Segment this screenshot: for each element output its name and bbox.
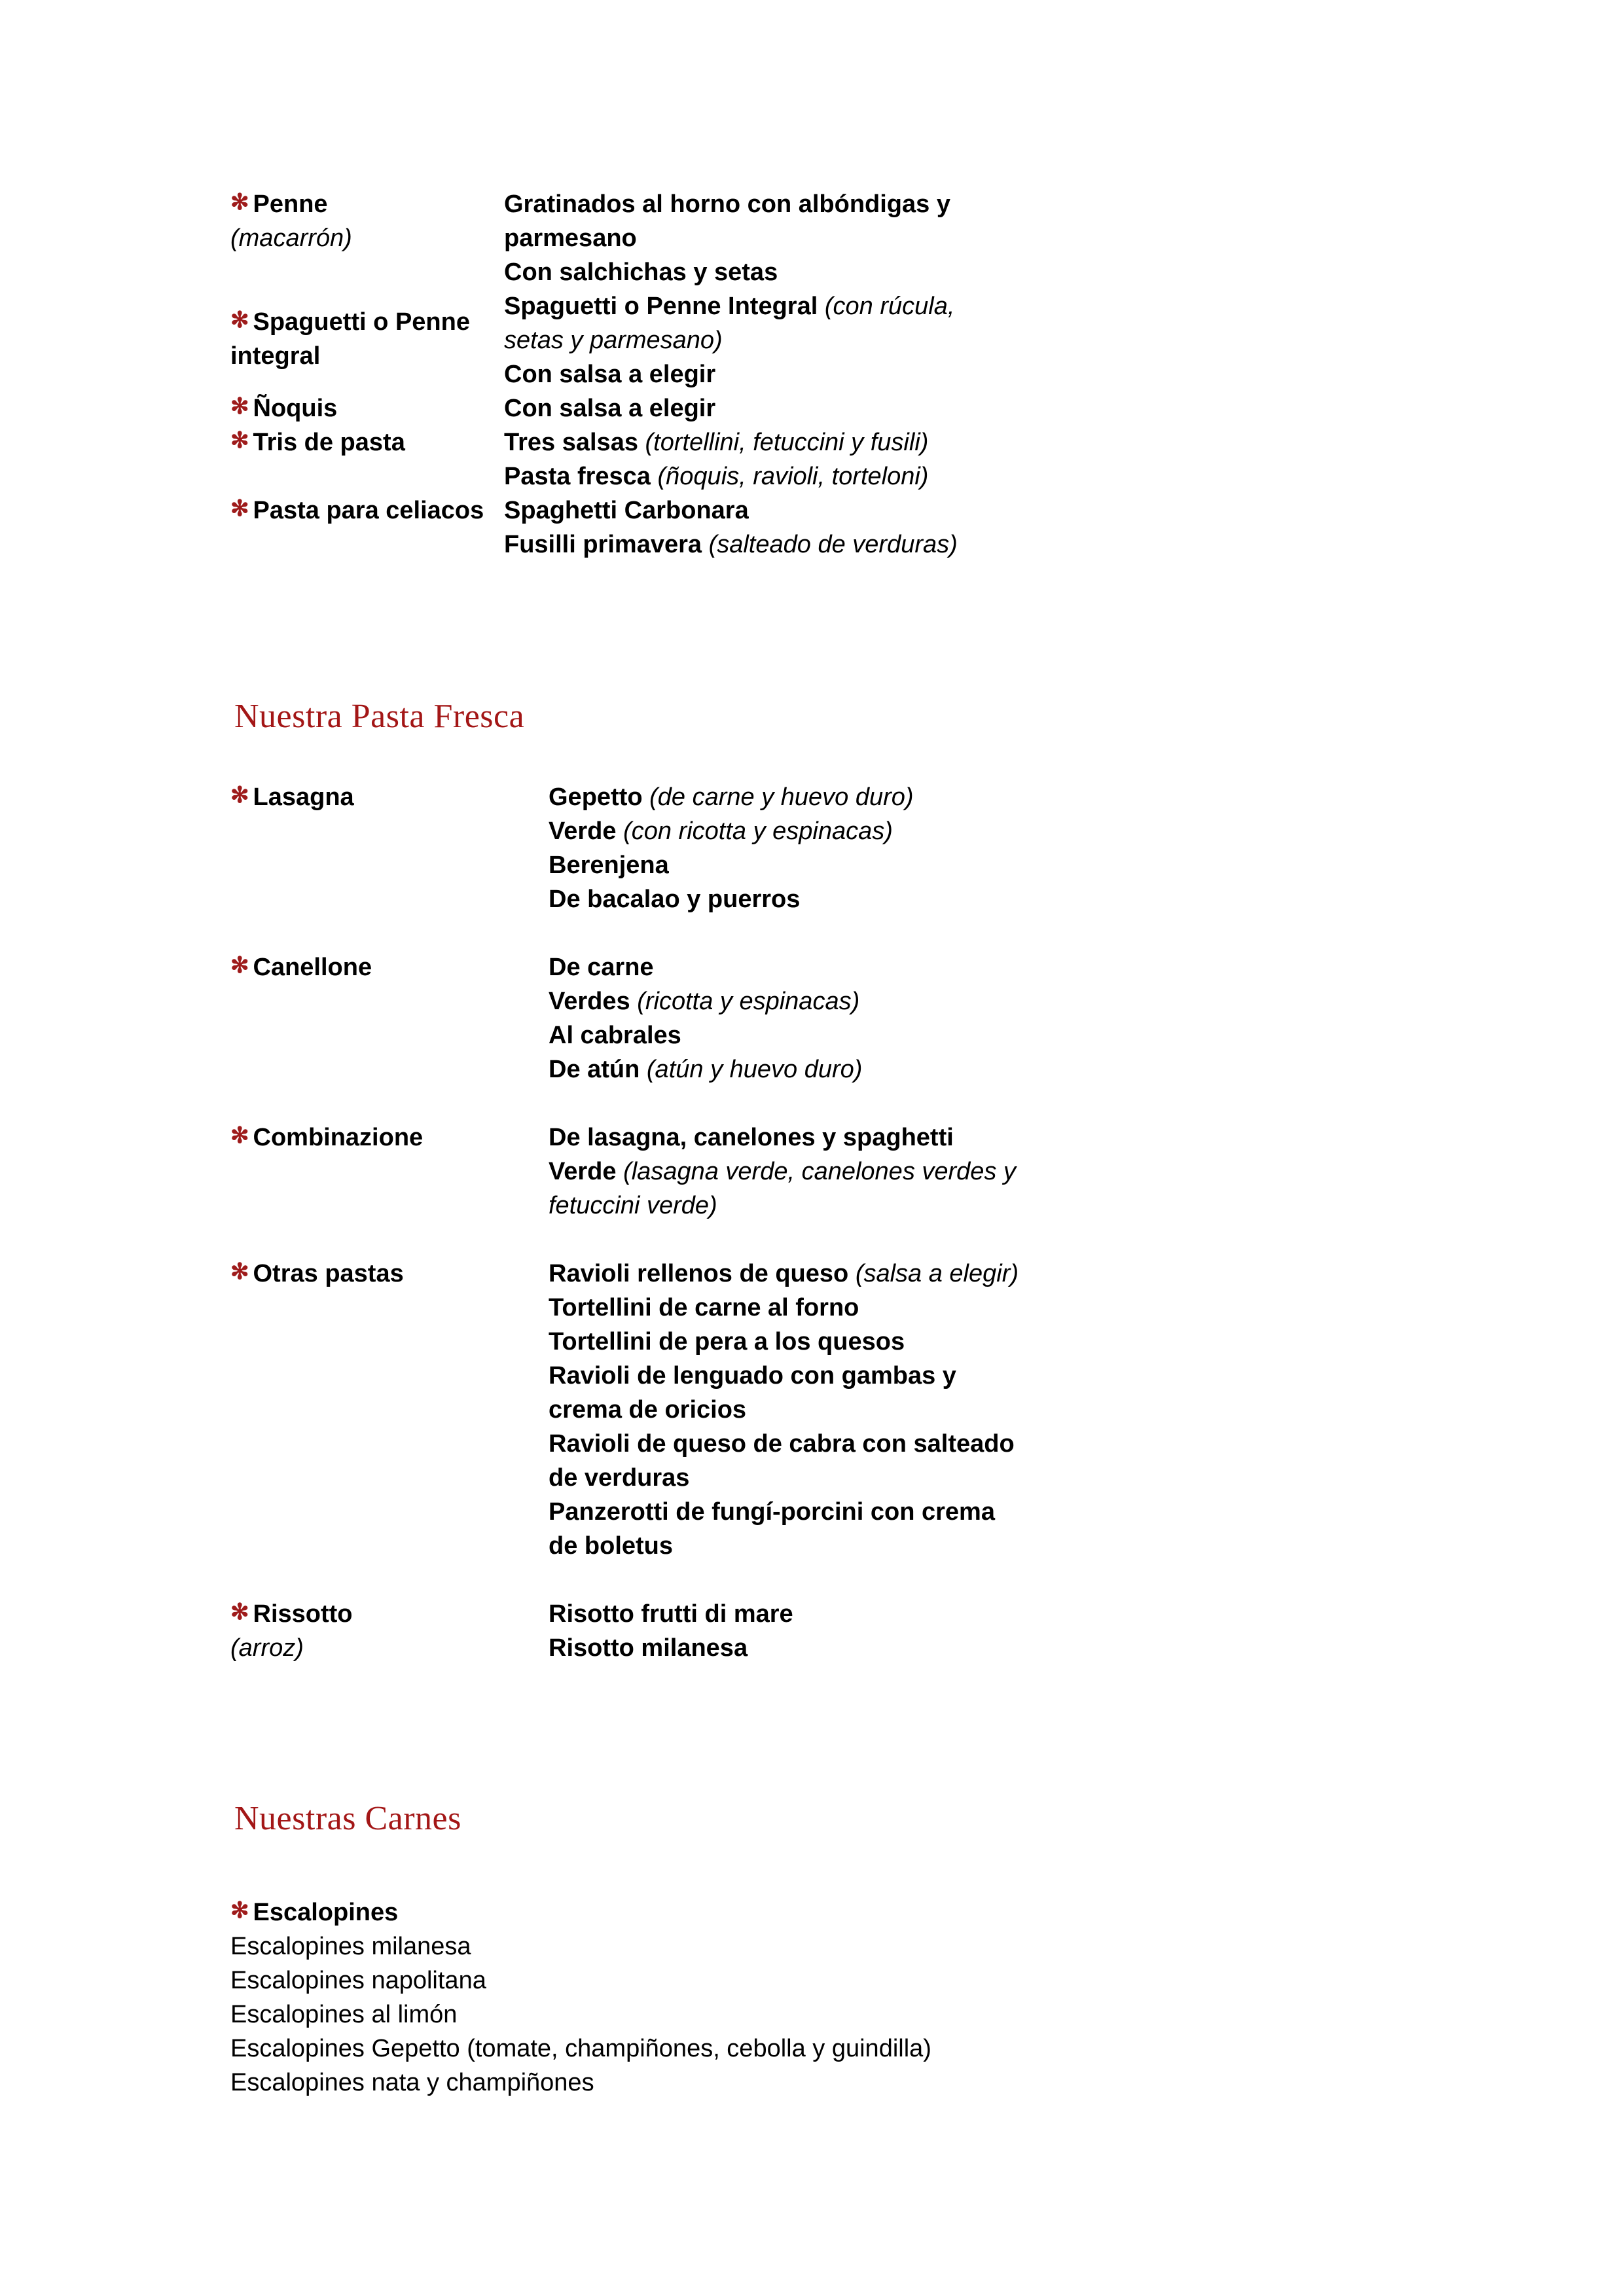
asterisk-bullet-icon: ✻: [230, 307, 249, 332]
desc-line: Tortellini de carne al forno: [549, 1294, 859, 1321]
menu-row: [230, 1257, 1199, 1563]
menu-item-name: ✻ Combinazione: [230, 1122, 424, 1151]
menu-row: [230, 1597, 1199, 1665]
spacer: [230, 916, 1199, 950]
menu-row: [230, 1121, 1199, 1223]
menu-row: [230, 780, 1199, 916]
desc-line: Fusilli primavera (salteado de verduras): [504, 531, 958, 558]
menu-item-name: ✻ Rissotto (arroz): [230, 1599, 353, 1662]
menu-row: [230, 289, 1199, 391]
spacer: [230, 1223, 1199, 1257]
list-item: Escalopines al limón: [230, 2001, 458, 2028]
desc-line: Verdes (ricotta y espinacas): [549, 988, 860, 1015]
spacer: [230, 1086, 1199, 1121]
desc-line: Verde (lasagna verde, canelones verdes y: [549, 1158, 1016, 1185]
menu-item-description: [504, 391, 1199, 425]
desc-line: De bacalao y puerros: [549, 886, 801, 913]
desc-line: Al cabrales: [549, 1022, 681, 1049]
asterisk-bullet-icon: ✻: [230, 189, 249, 215]
desc-line: Pasta fresca (ñoquis, ravioli, torteloni): [504, 463, 929, 490]
menu-row: [230, 493, 1199, 562]
list-item: Escalopines napolitana: [230, 1967, 486, 1994]
menu-item-description: [504, 289, 1199, 391]
menu-item-name: ✻ Ñoquis: [230, 393, 338, 422]
menu-item-description: [549, 780, 1199, 916]
desc-line: Tres salsas (tortellini, fetuccini y fusili): [504, 429, 929, 456]
menu-row: [230, 391, 1199, 425]
menu-item-description: [549, 1597, 1199, 1665]
menu-item-name: ✻ Otras pastas: [230, 1259, 404, 1287]
menu-item-name: ✻ Pasta para celiacos: [230, 495, 484, 524]
desc-line: Gepetto (de carne y huevo duro): [549, 783, 914, 811]
desc-line: Ravioli de queso de cabra con salteado: [549, 1430, 1015, 1458]
desc-line: de boletus: [549, 1532, 674, 1560]
pasta-fresca-section: [230, 780, 1199, 1665]
desc-line: Con salsa a elegir: [504, 395, 716, 422]
section-heading-pasta-fresca: Nuestra Pasta Fresca: [234, 698, 525, 735]
carnes-subheading: Escalopines: [253, 1899, 399, 1926]
menu-item-description: [549, 950, 1199, 1086]
pasta-section: [230, 187, 1199, 562]
desc-line: De lasagna, canelones y spaghetti: [549, 1124, 954, 1151]
menu-item-name: ✻ Lasagna: [230, 782, 354, 811]
desc-line: de verduras: [549, 1464, 690, 1492]
menu-item-name: ✻ Spaguetti o Penne integral: [230, 307, 470, 370]
menu-row: [230, 950, 1199, 1086]
desc-line: Verde (con ricotta y espinacas): [549, 817, 893, 845]
asterisk-bullet-icon: ✻: [230, 393, 249, 419]
desc-line: De carne: [549, 954, 654, 981]
desc-line: fetuccini verde): [549, 1192, 717, 1219]
menu-item-description: [549, 1257, 1199, 1563]
desc-line: Con salchichas y setas: [504, 259, 778, 286]
carnes-subheading-row: [230, 1895, 1199, 1929]
menu-item-description: [549, 1121, 1199, 1223]
asterisk-bullet-icon: ✻: [230, 1897, 249, 1923]
desc-line: Ravioli de lenguado con gambas y: [549, 1362, 956, 1390]
desc-line: Gratinados al horno con albóndigas y: [504, 190, 950, 218]
desc-line: Spaguetti o Penne Integral (con rúcula,: [504, 293, 955, 320]
menu-item-name: ✻ Tris de pasta: [230, 427, 405, 456]
menu-row: [230, 425, 1199, 493]
desc-line: crema de oricios: [549, 1396, 747, 1424]
menu-item-name: ✻ Penne (macarrón): [230, 189, 352, 252]
desc-line: setas y parmesano): [504, 327, 723, 354]
desc-line: parmesano: [504, 224, 637, 252]
desc-line: Berenjena: [549, 852, 669, 879]
list-item: Escalopines Gepetto (tomate, champiñones, cebolla y guindilla): [230, 2035, 931, 2062]
section-heading-carnes: Nuestras Carnes: [234, 1800, 461, 1837]
desc-line: Panzerotti de fungí-porcini con crema: [549, 1498, 995, 1526]
desc-line: Risotto frutti di mare: [549, 1600, 793, 1628]
desc-line: Risotto milanesa: [549, 1634, 748, 1662]
asterisk-bullet-icon: ✻: [230, 782, 249, 808]
menu-item-description: [504, 493, 1199, 562]
asterisk-bullet-icon: ✻: [230, 1122, 249, 1148]
list-item: Escalopines milanesa: [230, 1933, 471, 1960]
asterisk-bullet-icon: ✻: [230, 427, 249, 453]
asterisk-bullet-icon: ✻: [230, 1599, 249, 1624]
desc-line: Ravioli rellenos de queso (salsa a elegir): [549, 1260, 1019, 1287]
menu-item-description: [504, 187, 1199, 289]
desc-line: Tortellini de pera a los quesos: [549, 1328, 905, 1355]
carnes-section: [230, 1895, 1199, 2100]
list-item: Escalopines nata y champiñones: [230, 2069, 594, 2096]
menu-item-description: [504, 425, 1199, 493]
spacer: [230, 1563, 1199, 1597]
menu-row: [230, 187, 1199, 289]
desc-line: De atún (atún y huevo duro): [549, 1056, 863, 1083]
asterisk-bullet-icon: ✻: [230, 1259, 249, 1284]
menu-item-name: ✻ Canellone: [230, 952, 372, 981]
desc-line: Spaghetti Carbonara: [504, 497, 749, 524]
desc-line: Con salsa a elegir: [504, 361, 716, 388]
asterisk-bullet-icon: ✻: [230, 952, 249, 978]
asterisk-bullet-icon: ✻: [230, 495, 249, 521]
